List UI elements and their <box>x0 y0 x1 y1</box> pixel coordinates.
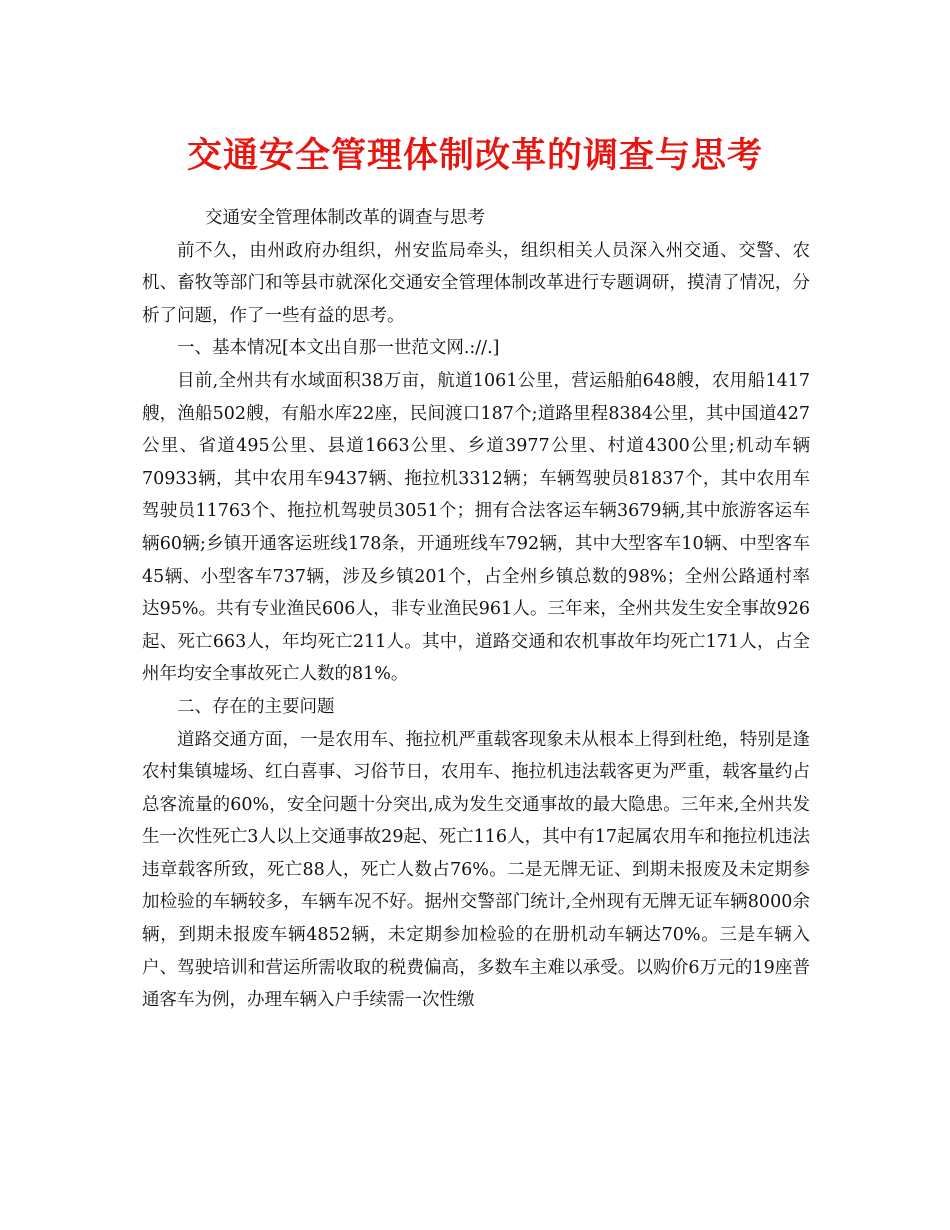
section-heading-basic-situation: 一、基本情况[本文出自那一世范文网.://.] <box>177 338 500 359</box>
paragraph-intro: 前不久，由州政府办组织，州安监局牵头，组织相关人员深入州交通、交警、农机、畜牧等部门和等县市就深化交通安全管理体制改革进行专题调研，摸清了情况，分析了问题，作了一些有益的思考。 <box>142 240 810 326</box>
document-title: 交通安全管理体制改革的调查与思考 <box>186 135 763 176</box>
section-heading-main-problems: 二、存在的主要问题 <box>177 696 335 717</box>
document-body <box>142 202 810 1017</box>
paragraph-basic-situation: 目前,全州共有水域面积38万亩，航道1061公里，营运船舶648艘，农用船1417艘，渔船502艘，有船水库22座，民间渡口187个;道路里程8384公里，其中国道427公里、省道495公里、县道1663公里、乡道3977公里、村道4300公里;机动车辆70933辆，其中农用车9437辆、拖拉机3312辆；车辆驾驶员81837个，其中农用车驾驶员11763个、拖拉机驾驶员3051个；拥有合法客运车辆3679辆,其中旅游客运车辆60辆;乡镇开通客运班线178条，开通班线车792辆，其中大型客车10辆、中型客车45辆、小型客车737辆，涉及乡镇201个，占全州乡镇总数的98%；全州公路通村率达95%。共有专业渔民606人，非专业渔民961人。三年来，全州共发生安全事故926起、死亡663人，年均死亡211人。其中，道路交通和农机事故年均死亡171人，占全州年均安全事故死亡人数的81%。 <box>142 370 810 685</box>
paragraph-road-traffic: 道路交通方面，一是农用车、拖拉机严重载客现象未从根本上得到杜绝，特别是逢农村集镇墟场、红白喜事、习俗节日，农用车、拖拉机违法载客更为严重，载客量约占总客流量的60%，安全问题十分突出,成为发生交通事故的最大隐患。三年来,全州共发生一次性死亡3人以上交通事故29起、死亡116人，其中有17起属农用车和拖拉机违法违章载客所致，死亡88人，死亡人数占76%。二是无牌无证、到期未报废及未定期参加检验的车辆较多，车辆车况不好。据州交警部门统计,全州现有无牌无证车辆8000余辆，到期未报废车辆4852辆，未定期参加检验的在册机动车辆达70%。三是车辆入户、驾驶培训和营运所需收取的税费偏高，多数车主难以承受。以购价6万元的19座普通客车为例，办理车辆入户手续需一次性缴 <box>142 729 810 1011</box>
document-subtitle: 交通安全管理体制改革的调查与思考 <box>205 208 485 228</box>
